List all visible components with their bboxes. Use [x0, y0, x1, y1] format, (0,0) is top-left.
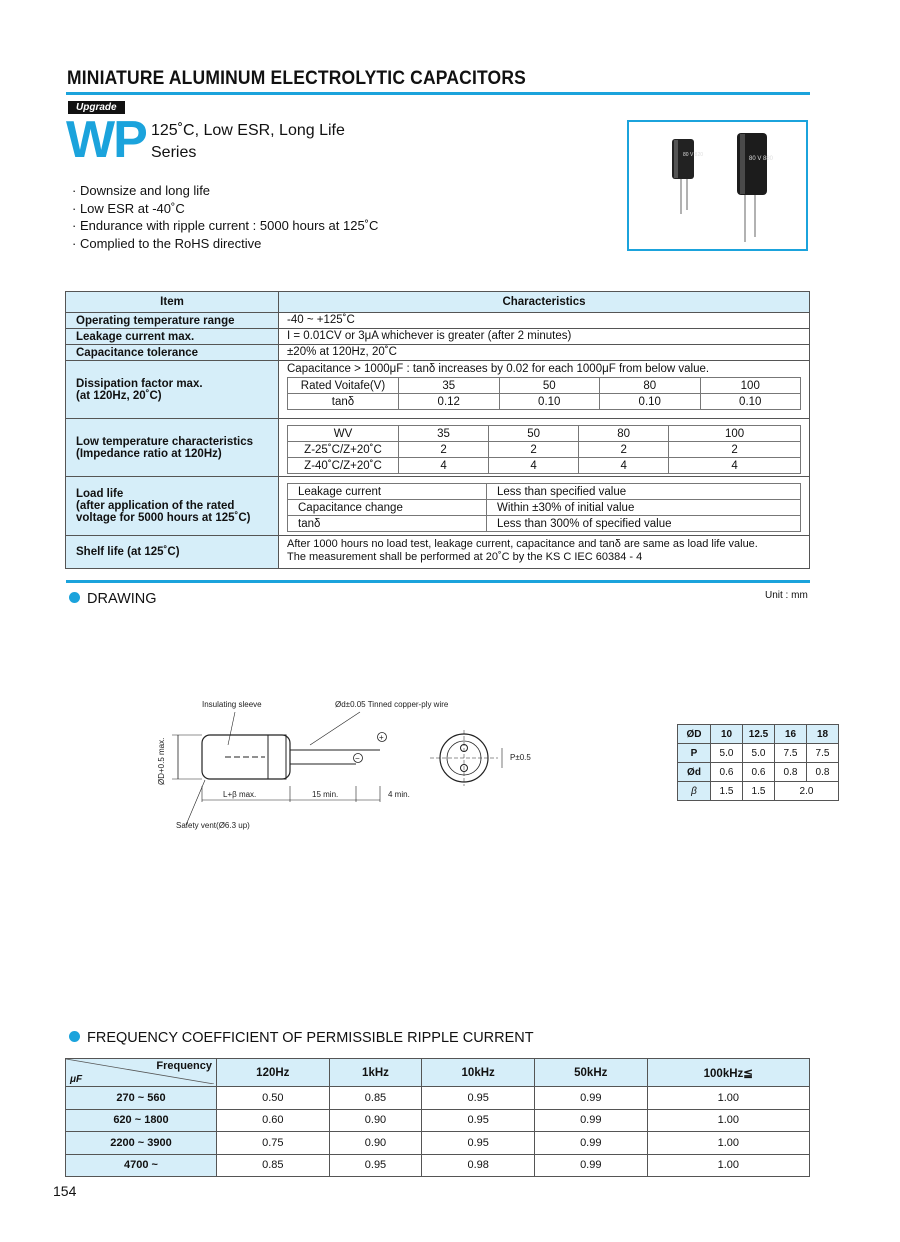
- capacitor-photo-image: [629, 122, 806, 249]
- table-row: [66, 1109, 810, 1132]
- dim-cell: 0.6: [711, 763, 743, 782]
- dim-cell: 12.5: [743, 725, 775, 744]
- characteristics-table: [65, 291, 810, 569]
- dissipation-label-2: (at 120Hz, 20˚C): [76, 389, 162, 402]
- leakage-label: Leakage current max.: [66, 329, 279, 345]
- label-end-length: 4 min.: [388, 790, 410, 799]
- load-life-label-3: voltage for 5000 hours at 125˚C): [76, 512, 251, 524]
- dim-cell: 1.5: [743, 782, 775, 801]
- load-life-label: [66, 477, 279, 536]
- page-title: MINIATURE ALUMINUM ELECTROLYTIC CAPACITORS: [67, 68, 526, 89]
- coef-cell: 0.75: [217, 1132, 330, 1155]
- captol-value: ±20% at 120Hz, 20˚C: [279, 345, 810, 361]
- dim-cell: ØD: [678, 725, 711, 744]
- frequency-heading-text: FREQUENCY COEFFICIENT OF PERMISSIBLE RIPPLE CURRENT: [87, 1030, 534, 1046]
- capacitor-label-small: 80 V 820: [683, 152, 704, 158]
- unit-note: Unit : mm: [765, 590, 808, 601]
- load-life-value: [279, 477, 810, 536]
- title-rule: [66, 92, 810, 95]
- coef-cell: 0.99: [534, 1087, 647, 1110]
- corner-uf-label: μF: [70, 1074, 83, 1085]
- load-life-label-2: (after application of the rated: [76, 500, 235, 512]
- bullet-dot-icon: [69, 1031, 80, 1042]
- load-row: [288, 516, 801, 532]
- spec-row-op-temp: [66, 313, 810, 329]
- shelf-life-line-1: After 1000 hours no load test, leakage current, capacitance and tanδ are same as load life value.: [287, 538, 758, 550]
- dim-cell: 0.8: [807, 763, 839, 782]
- feature-item: · Complied to the RoHS directive: [72, 235, 378, 253]
- leakage-value: I = 0.01CV or 3μA whichever is greater (after 2 minutes): [279, 329, 810, 345]
- subtitle-line-1: 125˚C, Low ESR, Long Life: [151, 122, 345, 139]
- lt-cell: 100: [669, 426, 801, 442]
- coef-cell: 0.95: [422, 1132, 535, 1155]
- coef-cell: 1.00: [647, 1109, 809, 1132]
- spec-row-leakage: [66, 329, 810, 345]
- feature-item: · Low ESR at -40˚C: [72, 200, 378, 218]
- spec-row-captol: [66, 345, 810, 361]
- coef-cell: 0.99: [534, 1154, 647, 1177]
- dim-cell: 1.5: [711, 782, 743, 801]
- lt-row: [288, 442, 801, 458]
- upgrade-badge: Upgrade: [68, 101, 125, 114]
- freq-corner-cell: [66, 1059, 217, 1087]
- subtitle-line-2: Series: [151, 144, 197, 161]
- df-cell: tanδ: [288, 394, 399, 410]
- cap-range-cell: 2200 ~ 3900: [66, 1132, 217, 1155]
- load-cell: Less than 300% of specified value: [487, 516, 801, 532]
- product-photo: [627, 120, 808, 251]
- characteristics-header: Characteristics: [279, 292, 810, 313]
- coef-cell: 1.00: [647, 1154, 809, 1177]
- label-lead-length: 15 min.: [312, 790, 339, 799]
- dim-row: [678, 763, 839, 782]
- drawing-heading: [69, 591, 157, 607]
- coef-cell: 0.95: [329, 1154, 422, 1177]
- page-number: 154: [53, 1183, 77, 1199]
- freq-column-header: 120Hz: [217, 1059, 330, 1087]
- load-row: [288, 484, 801, 500]
- capacitor-dimension-drawing: [150, 690, 550, 840]
- lt-cell: 2: [579, 442, 669, 458]
- label-pitch: P±0.5: [510, 753, 531, 762]
- spec-header-row: [66, 292, 810, 313]
- coef-cell: 0.95: [422, 1087, 535, 1110]
- lt-cell: 50: [489, 426, 579, 442]
- df-cell: 50: [499, 378, 600, 394]
- dim-cell: 18: [807, 725, 839, 744]
- dissipation-subtable: [287, 377, 801, 410]
- lt-cell: 2: [669, 442, 801, 458]
- df-cell: 0.12: [399, 394, 500, 410]
- op-temp-value: -40 ~ +125˚C: [279, 313, 810, 329]
- dim-cell: 0.8: [775, 763, 807, 782]
- freq-column-header: 1kHz: [329, 1059, 422, 1087]
- coef-cell: 0.98: [422, 1154, 535, 1177]
- series-code: WP: [66, 111, 146, 169]
- ripple-frequency-table: [65, 1058, 810, 1177]
- minus-sign-icon: −: [355, 754, 360, 763]
- dim-cell: β: [678, 782, 711, 801]
- dim-cell: 16: [775, 725, 807, 744]
- dim-row: [678, 744, 839, 763]
- load-life-label-1: Load life: [76, 488, 124, 500]
- df-cell: 35: [399, 378, 500, 394]
- op-temp-label: Operating temperature range: [66, 313, 279, 329]
- df-tan-row: [288, 394, 801, 410]
- dim-row: [678, 782, 839, 801]
- feature-item: · Downsize and long life: [72, 182, 378, 200]
- coef-cell: 0.95: [422, 1109, 535, 1132]
- series-subtitle: [151, 120, 451, 164]
- df-cell: 80: [600, 378, 701, 394]
- df-cell: 0.10: [700, 394, 801, 410]
- cap-range-cell: 620 ~ 1800: [66, 1109, 217, 1132]
- lt-cell: 4: [579, 458, 669, 474]
- dim-cell: 10: [711, 725, 743, 744]
- spec-row-dissipation: [66, 361, 810, 419]
- lt-row: [288, 458, 801, 474]
- lt-row: [288, 426, 801, 442]
- lt-cell: 4: [399, 458, 489, 474]
- df-cell: 0.10: [600, 394, 701, 410]
- label-length: L+β max.: [223, 790, 257, 799]
- df-cell: 100: [700, 378, 801, 394]
- lt-cell: WV: [288, 426, 399, 442]
- dim-cell: 5.0: [711, 744, 743, 763]
- coef-cell: 1.00: [647, 1132, 809, 1155]
- lt-cell: 2: [489, 442, 579, 458]
- dim-cell: P: [678, 744, 711, 763]
- coef-cell: 0.99: [534, 1132, 647, 1155]
- coef-cell: 1.00: [647, 1087, 809, 1110]
- label-diameter: ØD+0.5 max.: [157, 737, 166, 785]
- section-rule: [66, 580, 810, 583]
- load-row: [288, 500, 801, 516]
- df-cell: Rated Voitafe(V): [288, 378, 399, 394]
- dim-cell: 7.5: [775, 744, 807, 763]
- low-temp-label: [66, 419, 279, 477]
- plus-sign-icon: +: [379, 733, 384, 742]
- shelf-life-value: [279, 536, 810, 569]
- freq-column-header: 10kHz: [422, 1059, 535, 1087]
- coef-cell: 0.85: [329, 1087, 422, 1110]
- table-row: [66, 1154, 810, 1177]
- dim-cell: Ød: [678, 763, 711, 782]
- cap-range-cell: 270 ~ 560: [66, 1087, 217, 1110]
- dim-row: [678, 725, 839, 744]
- feature-item: · Endurance with ripple current : 5000 hours at 125˚C: [72, 217, 378, 235]
- cap-range-cell: 4700 ~: [66, 1154, 217, 1177]
- load-cell: Within ±30% of initial value: [487, 500, 801, 516]
- df-cell: 0.10: [499, 394, 600, 410]
- captol-label: Capacitance tolerance: [66, 345, 279, 361]
- df-voltage-row: [288, 378, 801, 394]
- label-insulating-sleeve: Insulating sleeve: [202, 700, 262, 709]
- load-cell: Capacitance change: [288, 500, 487, 516]
- drawing-heading-text: DRAWING: [87, 591, 157, 607]
- dissipation-label-1: Dissipation factor max.: [76, 377, 203, 390]
- shelf-life-line-2: The measurement shall be performed at 20˚C by the KS C IEC 60384 - 4: [287, 551, 643, 563]
- coef-cell: 0.90: [329, 1109, 422, 1132]
- dim-cell: 0.6: [743, 763, 775, 782]
- label-wire: Ød±0.05 Tinned copper-ply wire: [335, 700, 449, 709]
- dissipation-note: Capacitance > 1000μF : tanδ increases by 0.02 for each 1000μF from below value.: [287, 363, 710, 375]
- coef-cell: 0.99: [534, 1109, 647, 1132]
- freq-column-header: 100kHz≦: [647, 1059, 809, 1087]
- spec-row-shelf-life: [66, 536, 810, 569]
- load-cell: Leakage current: [288, 484, 487, 500]
- low-temp-value: [279, 419, 810, 477]
- frequency-heading: [69, 1030, 534, 1046]
- label-safety-vent: Safety vent(Ø6.3 up): [176, 821, 250, 830]
- dissipation-value: [279, 361, 810, 419]
- load-cell: tanδ: [288, 516, 487, 532]
- freq-column-header: 50kHz: [534, 1059, 647, 1087]
- low-temp-label-1: Low temperature characteristics: [76, 435, 254, 448]
- low-temp-subtable: [287, 425, 801, 474]
- lt-cell: 80: [579, 426, 669, 442]
- item-header: Item: [66, 292, 279, 313]
- coef-cell: 0.60: [217, 1109, 330, 1132]
- corner-frequency-label: Frequency: [156, 1060, 212, 1072]
- dim-cell: 7.5: [807, 744, 839, 763]
- lt-cell: Z-40˚C/Z+20˚C: [288, 458, 399, 474]
- lt-cell: 4: [669, 458, 801, 474]
- dissipation-label: [66, 361, 279, 419]
- lt-cell: 2: [399, 442, 489, 458]
- load-cell: Less than specified value: [487, 484, 801, 500]
- coef-cell: 0.50: [217, 1087, 330, 1110]
- coef-cell: 0.90: [329, 1132, 422, 1155]
- table-row: [66, 1132, 810, 1155]
- capacitor-label-large: 80 V 880: [749, 156, 774, 162]
- dim-cell: 5.0: [743, 744, 775, 763]
- lt-cell: Z-25˚C/Z+20˚C: [288, 442, 399, 458]
- bullet-dot-icon: [69, 592, 80, 603]
- lt-cell: 35: [399, 426, 489, 442]
- lead-dimension-table: [677, 724, 839, 801]
- spec-row-load-life: [66, 477, 810, 536]
- low-temp-label-2: (Impedance ratio at 120Hz): [76, 447, 222, 460]
- shelf-life-label: Shelf life (at 125˚C): [66, 536, 279, 569]
- spec-row-low-temp: [66, 419, 810, 477]
- freq-header-row: [66, 1059, 810, 1087]
- coef-cell: 0.85: [217, 1154, 330, 1177]
- feature-list: [72, 182, 378, 252]
- load-life-subtable: [287, 483, 801, 532]
- table-row: [66, 1087, 810, 1110]
- lt-cell: 4: [489, 458, 579, 474]
- dim-cell: 2.0: [775, 782, 839, 801]
